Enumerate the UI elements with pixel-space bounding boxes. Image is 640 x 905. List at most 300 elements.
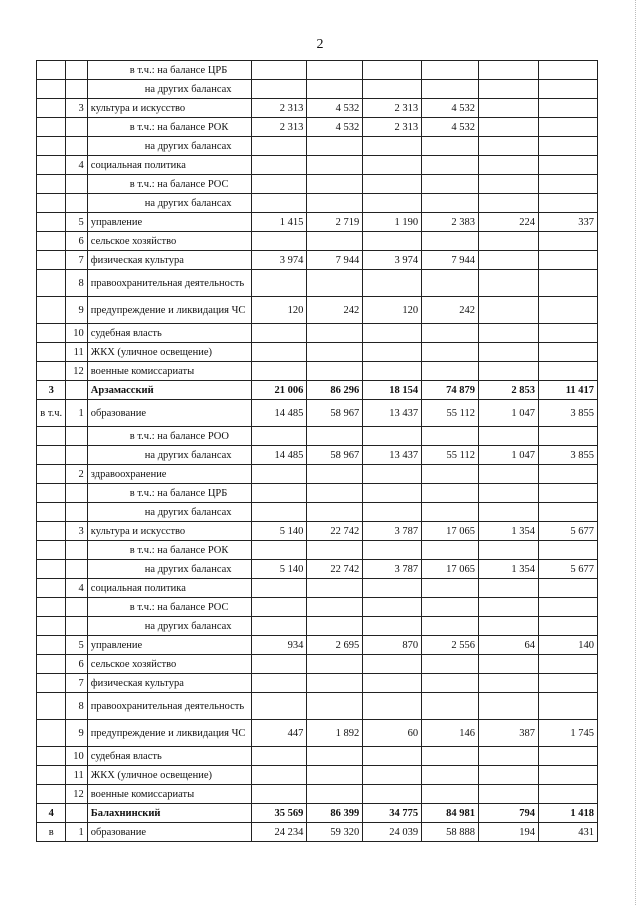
value-cell — [479, 118, 539, 137]
value-cell — [307, 175, 363, 194]
value-cell: 3 787 — [363, 560, 422, 579]
value-cell: 2 313 — [363, 99, 422, 118]
item-name-cell: на других балансах — [87, 503, 252, 522]
value-cell — [363, 674, 422, 693]
value-cell: 2 313 — [363, 118, 422, 137]
value-cell — [422, 766, 479, 785]
item-number-cell: 7 — [66, 674, 87, 693]
value-cell: 242 — [422, 297, 479, 324]
value-cell — [252, 324, 307, 343]
value-cell: 58 888 — [422, 823, 479, 842]
value-cell — [539, 617, 598, 636]
value-cell — [363, 427, 422, 446]
value-cell: 2 853 — [479, 381, 539, 400]
value-cell — [539, 343, 598, 362]
table-row — [37, 251, 598, 270]
value-cell: 17 065 — [422, 560, 479, 579]
value-cell — [363, 194, 422, 213]
table-row — [37, 270, 598, 297]
item-number-cell — [66, 118, 87, 137]
value-cell — [479, 617, 539, 636]
item-number-cell: 6 — [66, 232, 87, 251]
value-cell: 84 981 — [422, 804, 479, 823]
value-cell: 7 944 — [307, 251, 363, 270]
value-cell — [363, 80, 422, 99]
value-cell: 21 006 — [252, 381, 307, 400]
value-cell — [252, 655, 307, 674]
section-number-cell — [37, 446, 66, 465]
section-number-cell — [37, 297, 66, 324]
section-number-cell — [37, 503, 66, 522]
table-row — [37, 343, 598, 362]
item-number-cell: 8 — [66, 270, 87, 297]
value-cell — [479, 61, 539, 80]
value-cell — [539, 598, 598, 617]
table-row — [37, 636, 598, 655]
value-cell — [422, 137, 479, 156]
item-name-cell: на других балансах — [87, 80, 252, 99]
value-cell: 1 354 — [479, 522, 539, 541]
table-row — [37, 720, 598, 747]
value-cell — [252, 232, 307, 251]
value-cell — [479, 297, 539, 324]
value-cell — [539, 693, 598, 720]
item-name-cell: правоохранительная деятельность — [87, 693, 252, 720]
value-cell — [479, 137, 539, 156]
table-row — [37, 541, 598, 560]
value-cell: 55 112 — [422, 446, 479, 465]
item-number-cell — [66, 484, 87, 503]
value-cell: 146 — [422, 720, 479, 747]
table-row — [37, 522, 598, 541]
item-number-cell: 12 — [66, 362, 87, 381]
value-cell — [539, 541, 598, 560]
value-cell — [479, 175, 539, 194]
value-cell — [539, 674, 598, 693]
value-cell — [307, 137, 363, 156]
item-name-cell: в т.ч.: на балансе ЦРБ — [87, 484, 252, 503]
item-name-cell: управление — [87, 636, 252, 655]
value-cell — [422, 579, 479, 598]
item-number-cell — [66, 503, 87, 522]
section-number-cell — [37, 175, 66, 194]
section-number-cell — [37, 465, 66, 484]
value-cell — [363, 270, 422, 297]
item-number-cell: 9 — [66, 720, 87, 747]
value-cell — [252, 541, 307, 560]
value-cell: 242 — [307, 297, 363, 324]
value-cell: 870 — [363, 636, 422, 655]
value-cell — [479, 343, 539, 362]
item-name-cell: военные комиссариаты — [87, 785, 252, 804]
value-cell — [422, 465, 479, 484]
value-cell — [479, 465, 539, 484]
section-number-cell — [37, 617, 66, 636]
value-cell — [479, 270, 539, 297]
table-row — [37, 156, 598, 175]
value-cell — [307, 61, 363, 80]
item-name-cell: в т.ч.: на балансе РОК — [87, 118, 252, 137]
value-cell — [307, 194, 363, 213]
value-cell — [422, 156, 479, 175]
table-row — [37, 324, 598, 343]
value-cell — [363, 156, 422, 175]
budget-table — [36, 60, 598, 842]
table-row — [37, 579, 598, 598]
value-cell — [363, 61, 422, 80]
value-cell — [252, 766, 307, 785]
value-cell: 5 140 — [252, 560, 307, 579]
value-cell: 794 — [479, 804, 539, 823]
value-cell — [307, 766, 363, 785]
value-cell — [479, 80, 539, 99]
value-cell — [539, 175, 598, 194]
value-cell — [479, 232, 539, 251]
item-name-cell: в т.ч.: на балансе ЦРБ — [87, 61, 252, 80]
item-name-cell: образование — [87, 823, 252, 842]
value-cell — [363, 232, 422, 251]
value-cell — [252, 747, 307, 766]
section-number-cell — [37, 720, 66, 747]
value-cell: 14 485 — [252, 446, 307, 465]
value-cell — [363, 766, 422, 785]
value-cell: 1 418 — [539, 804, 598, 823]
value-cell: 1 047 — [479, 400, 539, 427]
value-cell — [252, 343, 307, 362]
item-number-cell: 11 — [66, 343, 87, 362]
value-cell — [422, 674, 479, 693]
value-cell: 7 944 — [422, 251, 479, 270]
value-cell: 60 — [363, 720, 422, 747]
value-cell: 5 677 — [539, 522, 598, 541]
item-name-cell: физическая культура — [87, 251, 252, 270]
value-cell — [307, 655, 363, 674]
item-name-cell: образование — [87, 400, 252, 427]
value-cell: 431 — [539, 823, 598, 842]
section-number-cell — [37, 118, 66, 137]
value-cell — [479, 579, 539, 598]
value-cell — [422, 232, 479, 251]
value-cell — [252, 270, 307, 297]
item-number-cell: 5 — [66, 213, 87, 232]
value-cell: 18 154 — [363, 381, 422, 400]
value-cell — [307, 270, 363, 297]
item-number-cell: 8 — [66, 693, 87, 720]
item-number-cell — [66, 137, 87, 156]
value-cell — [539, 137, 598, 156]
value-cell: 4 532 — [422, 99, 479, 118]
value-cell — [307, 324, 363, 343]
section-number-cell — [37, 522, 66, 541]
item-number-cell: 5 — [66, 636, 87, 655]
value-cell — [307, 465, 363, 484]
item-number-cell — [66, 175, 87, 194]
item-number-cell: 7 — [66, 251, 87, 270]
value-cell: 447 — [252, 720, 307, 747]
section-number-cell — [37, 674, 66, 693]
section-number-cell — [37, 541, 66, 560]
value-cell: 34 775 — [363, 804, 422, 823]
value-cell — [479, 156, 539, 175]
value-cell — [479, 785, 539, 804]
value-cell — [422, 324, 479, 343]
value-cell — [539, 80, 598, 99]
value-cell: 86 399 — [307, 804, 363, 823]
section-number-cell: 4 — [37, 804, 66, 823]
table-row — [37, 655, 598, 674]
table-row — [37, 766, 598, 785]
section-number-cell — [37, 579, 66, 598]
value-cell: 387 — [479, 720, 539, 747]
value-cell: 2 556 — [422, 636, 479, 655]
value-cell: 2 313 — [252, 118, 307, 137]
value-cell: 24 039 — [363, 823, 422, 842]
value-cell — [539, 232, 598, 251]
value-cell — [307, 80, 363, 99]
value-cell — [252, 427, 307, 446]
item-number-cell: 1 — [66, 823, 87, 842]
item-number-cell — [66, 381, 87, 400]
table-row — [37, 693, 598, 720]
value-cell: 194 — [479, 823, 539, 842]
value-cell — [363, 785, 422, 804]
table-row — [37, 747, 598, 766]
section-number-cell — [37, 560, 66, 579]
value-cell: 2 695 — [307, 636, 363, 655]
item-name-cell: в т.ч.: на балансе РОС — [87, 598, 252, 617]
item-number-cell: 10 — [66, 324, 87, 343]
value-cell: 22 742 — [307, 560, 363, 579]
item-number-cell: 4 — [66, 579, 87, 598]
value-cell — [479, 484, 539, 503]
value-cell — [422, 785, 479, 804]
value-cell — [307, 232, 363, 251]
value-cell — [479, 541, 539, 560]
value-cell — [252, 194, 307, 213]
value-cell — [252, 617, 307, 636]
table-row — [37, 823, 598, 842]
item-name-cell: управление — [87, 213, 252, 232]
value-cell: 58 967 — [307, 446, 363, 465]
value-cell — [307, 785, 363, 804]
item-name-cell: судебная власть — [87, 324, 252, 343]
value-cell — [539, 251, 598, 270]
table-row — [37, 118, 598, 137]
value-cell — [363, 693, 422, 720]
value-cell — [252, 693, 307, 720]
value-cell — [363, 175, 422, 194]
value-cell — [479, 674, 539, 693]
value-cell: 3 787 — [363, 522, 422, 541]
item-number-cell — [66, 446, 87, 465]
item-name-cell: на других балансах — [87, 560, 252, 579]
value-cell: 64 — [479, 636, 539, 655]
value-cell — [422, 598, 479, 617]
section-number-cell — [37, 636, 66, 655]
item-number-cell — [66, 560, 87, 579]
item-name-cell: предупреждение и ликвидация ЧС — [87, 297, 252, 324]
item-name-cell: на других балансах — [87, 194, 252, 213]
item-name-cell: на других балансах — [87, 617, 252, 636]
value-cell: 140 — [539, 636, 598, 655]
section-number-cell — [37, 80, 66, 99]
value-cell: 1 745 — [539, 720, 598, 747]
section-number-cell — [37, 427, 66, 446]
value-cell — [363, 484, 422, 503]
district-row — [37, 804, 598, 823]
value-cell — [307, 674, 363, 693]
value-cell — [539, 655, 598, 674]
table-row — [37, 99, 598, 118]
value-cell: 1 190 — [363, 213, 422, 232]
item-name-cell: ЖКХ (уличное освещение) — [87, 766, 252, 785]
value-cell — [422, 61, 479, 80]
value-cell — [422, 693, 479, 720]
value-cell: 22 742 — [307, 522, 363, 541]
item-number-cell: 11 — [66, 766, 87, 785]
value-cell — [307, 484, 363, 503]
value-cell — [252, 785, 307, 804]
value-cell — [307, 503, 363, 522]
value-cell: 13 437 — [363, 400, 422, 427]
item-number-cell: 6 — [66, 655, 87, 674]
value-cell: 13 437 — [363, 446, 422, 465]
section-number-cell — [37, 251, 66, 270]
item-number-cell — [66, 61, 87, 80]
item-number-cell: 10 — [66, 747, 87, 766]
value-cell — [252, 175, 307, 194]
value-cell: 4 532 — [307, 118, 363, 137]
value-cell: 24 234 — [252, 823, 307, 842]
value-cell — [479, 655, 539, 674]
value-cell — [422, 80, 479, 99]
section-number-cell — [37, 362, 66, 381]
value-cell: 3 974 — [252, 251, 307, 270]
value-cell — [307, 427, 363, 446]
value-cell — [539, 427, 598, 446]
value-cell — [539, 118, 598, 137]
value-cell — [422, 503, 479, 522]
page-number: 2 — [316, 37, 324, 52]
value-cell — [422, 655, 479, 674]
value-cell — [422, 270, 479, 297]
table-row — [37, 465, 598, 484]
item-name-cell: в т.ч.: на балансе РОО — [87, 427, 252, 446]
section-number-cell — [37, 766, 66, 785]
value-cell — [363, 362, 422, 381]
section-number-cell — [37, 343, 66, 362]
value-cell — [307, 343, 363, 362]
value-cell — [539, 465, 598, 484]
value-cell — [363, 579, 422, 598]
value-cell — [422, 427, 479, 446]
item-number-cell — [66, 541, 87, 560]
value-cell: 5 677 — [539, 560, 598, 579]
value-cell: 58 967 — [307, 400, 363, 427]
value-cell — [539, 324, 598, 343]
item-name-cell: ЖКХ (уличное освещение) — [87, 343, 252, 362]
value-cell: 4 532 — [422, 118, 479, 137]
value-cell: 3 855 — [539, 446, 598, 465]
value-cell — [539, 503, 598, 522]
item-number-cell: 2 — [66, 465, 87, 484]
value-cell — [363, 324, 422, 343]
table-row — [37, 674, 598, 693]
section-number-cell — [37, 99, 66, 118]
value-cell — [307, 693, 363, 720]
item-name-cell: в т.ч.: на балансе РОК — [87, 541, 252, 560]
value-cell — [479, 747, 539, 766]
item-name-cell: здравоохранение — [87, 465, 252, 484]
value-cell: 74 879 — [422, 381, 479, 400]
value-cell — [539, 297, 598, 324]
value-cell — [422, 175, 479, 194]
value-cell — [307, 579, 363, 598]
item-number-cell: 9 — [66, 297, 87, 324]
value-cell — [422, 362, 479, 381]
item-name-cell: культура и искусство — [87, 99, 252, 118]
value-cell — [479, 324, 539, 343]
value-cell — [307, 617, 363, 636]
value-cell — [252, 465, 307, 484]
table-row — [37, 362, 598, 381]
value-cell — [539, 99, 598, 118]
value-cell — [479, 503, 539, 522]
table-row — [37, 80, 598, 99]
item-number-cell: 4 — [66, 156, 87, 175]
section-number-cell — [37, 484, 66, 503]
value-cell — [363, 598, 422, 617]
value-cell — [363, 343, 422, 362]
item-name-cell: на других балансах — [87, 137, 252, 156]
value-cell — [363, 503, 422, 522]
item-number-cell — [66, 80, 87, 99]
table-row — [37, 194, 598, 213]
value-cell: 3 974 — [363, 251, 422, 270]
value-cell — [307, 362, 363, 381]
value-cell — [422, 194, 479, 213]
value-cell — [252, 156, 307, 175]
table-row — [37, 560, 598, 579]
section-number-cell — [37, 785, 66, 804]
section-number-cell — [37, 213, 66, 232]
table-row — [37, 137, 598, 156]
value-cell — [363, 655, 422, 674]
value-cell: 2 313 — [252, 99, 307, 118]
section-number-cell — [37, 270, 66, 297]
value-cell — [363, 747, 422, 766]
table-row — [37, 297, 598, 324]
item-name-cell: правоохранительная деятельность — [87, 270, 252, 297]
value-cell — [363, 541, 422, 560]
value-cell — [539, 579, 598, 598]
item-number-cell: 3 — [66, 522, 87, 541]
value-cell — [539, 362, 598, 381]
value-cell — [539, 747, 598, 766]
item-name-cell: сельское хозяйство — [87, 655, 252, 674]
value-cell: 55 112 — [422, 400, 479, 427]
value-cell — [363, 137, 422, 156]
value-cell: 35 569 — [252, 804, 307, 823]
scan-edge — [633, 0, 636, 905]
value-cell: 86 296 — [307, 381, 363, 400]
value-cell — [422, 617, 479, 636]
value-cell — [479, 251, 539, 270]
value-cell — [252, 579, 307, 598]
value-cell — [252, 362, 307, 381]
item-name-cell: судебная власть — [87, 747, 252, 766]
value-cell — [479, 194, 539, 213]
